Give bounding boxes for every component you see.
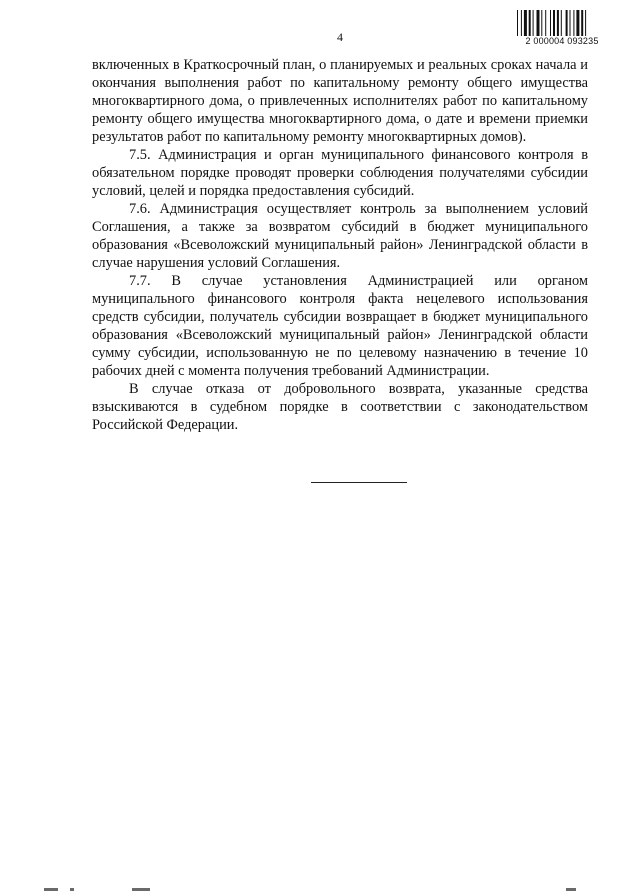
paragraph-refusal: В случае отказа от добровольного возврата, указанные средства взыскиваются в судебном порядке в соответствии с законодательством Российской Федерации. [92,381,588,433]
scan-edge-artifacts [0,885,640,895]
barcode [516,10,608,46]
paragraph-7-6: 7.6. Администрация осуществляет контроль за выполнением условий Соглашения, а также за возвратом субсидий в бюджет муниципального образования «Всеволожский муниципальный район» Ленинградской области в случае нарушения условий Соглашения. [92,201,588,271]
end-of-text-divider [311,482,407,483]
barcode-icon [516,10,608,36]
barcode-number: 2 000004 093235 [525,36,599,46]
paragraph-continuation: включенных в Краткосрочный план, о планируемых и реальных сроках начала и окончания выполнения работ по капитальному ремонту общего имущества многоквартирного дома, о привлеченных исполнителях работ по капитальному ремонту общего имущества многоквартирного дома, о дате и времени приемки результатов работ по капитальному ремонту многоквартирных домов). [92,57,588,145]
page-number: 4 [337,30,343,44]
document-body [92,56,588,434]
paragraph-7-7: 7.7. В случае установления Администрацией или органом муниципального финансового контроля факта нецелевого использования средств субсидии, получатель субсидии возвращает в бюджет муниципального образования «Всеволожский муниципальный район» Ленинградской области сумму субсидии, использованную не по целевому назначению в течение 10 рабочих дней с момента получения требований Администрации. [92,273,588,379]
paragraph-7-5: 7.5. Администрация и орган муниципального финансового контроля в обязательном порядке проводят проверки соблюдения получателями субсидии условий, целей и порядка предоставления субсидий. [92,147,588,199]
